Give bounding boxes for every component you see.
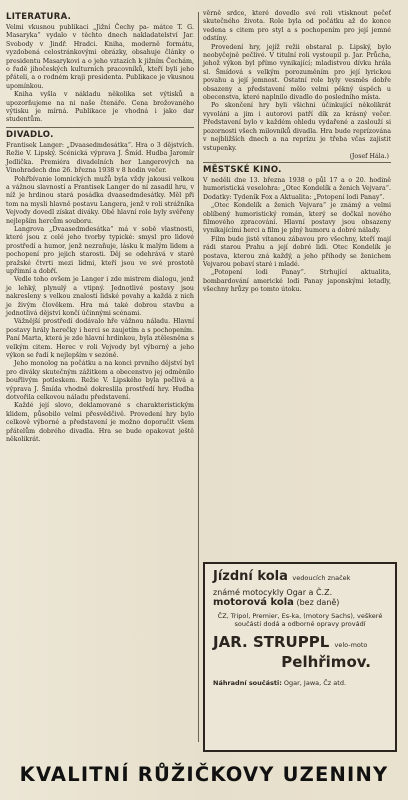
review-paragraph: věrně srdce, které dovedlo své roli vtisknout pečeť skutečného života. Role byla od počátku až do konce vedena s citem pro styl a s pochopením pro její jemné odstíny.	[203, 10, 391, 43]
review-paragraph: Provedení hry, jejíž režii obstaral p. Lipský, bylo neobyčejně pečlivé. V titulní roli vystoupil p. Jar. Průcha, jehož výkon byl přímo vynikající; mladistvou dívku hrála sl. Šmídová s velkým porozuměním pro její lyrickou povahu a její jemnost. Ostatní role byly vesměs dobře obsazeny a představení mělo velmi pěkný úspěch u obecenstva, které naplnilo divadlo do posledního místa.	[203, 43, 391, 102]
left-column	[6, 10, 194, 445]
section-rule	[203, 162, 391, 163]
ad-town: Pelhřimov.	[281, 653, 371, 671]
literatura-paragraph: Velmi vkusnou publikaci „Jižní Čechy pa- mátce T. G. Masaryka“ vydalo v těchto dnech nakladatelství Jar. Svobody v Jindř. Hradci. Kniha, moderně formátu, vyzdobená celostránkovými obrázky, obsahuje články o presidentu Masarykovi a o jeho vztazích k jižním Čechám, o řadě jihočeských kulturních pracovníků, kteří byli jeho přáteli, a o rodném kraji presidenta. Publikace je vkusnou upomínkou.	[6, 24, 194, 90]
ad-parts-label: Náhradní součásti:	[213, 679, 282, 687]
ad-parts	[213, 679, 387, 687]
review-signature: (Josef Hála.)	[349, 152, 389, 160]
ad-company	[213, 634, 387, 653]
ad-headline-main: Jízdní kola	[213, 569, 288, 584]
kino-paragraph: „Potopení lodi Panay“. Strhující aktualita, bombardování americké lodi Panay japonskými letadly, všechny hrůzy po tomto útoku.	[203, 269, 391, 294]
divadlo-paragraph: Langrova „Dvaasedmdesátka“ má v sobě vlastnosti, které jsou z celé jeho tvorby typické: smysl pro lidové prostředí a humor, jenž nezraňuje, lásku k malým lidem a pochopení pro jejich starosti. Děj se odehrává v staré pražské čtvrti mezi lidmi, kteří jsou ve své prostotě upřímní a dobří.	[6, 225, 194, 275]
ad-headline-sub: vedoucích značek	[292, 574, 351, 582]
column-divider	[198, 12, 199, 742]
ad-headline	[213, 570, 387, 585]
literatura-paragraph: Kniha vyšla v nákladu několika set výtisků a upozorňujeme na ni naše čtenáře. Cena brožovaného výtisku je mírná. Publikace je vhodná i jako dar studentům.	[6, 91, 194, 124]
divadlo-paragraph: Pohřbívanie lomnických mužů byla vždy jakousi velkou a vážnou slavností a Frantisek Langer do ní zasadil hru, v níž je hrdinou stará posádka dvaasedmdesátky. Měl při tom na mysli hlavně postavu Langera, jenž v roli strážníka Vejvody dovedl získat diváky. Obě hlavní role byly svěřeny nejlepším hercům souboru.	[6, 175, 194, 225]
kino-paragraph: Film bude jistě vítanou zábavou pro všechny, kteří mají rádi starou Prahu a její dobré lidi. Otec Kondelík je postava, kterou zná každý, a jeho příhody se ženichem Vejvarou pobaví staré i mladé.	[203, 235, 391, 268]
ad-motorcycles-main: motorová kola	[213, 597, 294, 608]
ad-motorcycles	[213, 588, 387, 608]
right-column	[203, 10, 391, 295]
bottom-banner: KVALITNÍ RŮŽIČKOVY UZENINY	[19, 763, 389, 786]
divadlo-paragraph: Jeho monolog na počátku a na konci prvního dějství byl pro diváky skutečným zážitkem a obecenstvo jej odměnilo bouřlivým potleskem. Režie V. Lipského byla pečlivá a výprava J. Šmída vhodně dokreslila prostředí hry. Hudba dotvořila celkovou náladu představení.	[6, 360, 194, 402]
ad-brands: ČZ, Tripol, Premier, Es-ka, (motory Sachs), veškeré součásti dodá a odborné opravy provádí	[217, 612, 383, 628]
divadlo-paragraph: Frantisek Langer: „Dvaasedmdesátka“. Hra o 3 dějstvích. Režie V. Lipský. Scénická výprava J. Šmíd. Hudba Jaromír Jedlička. Premiéra divadelních her Langerových na Vinohradech dne 26. března 1938 v 8 hodin večer.	[6, 141, 194, 175]
section-title-kino: MĚSTSKÉ KINO.	[203, 164, 282, 175]
bicycle-advertisement	[203, 562, 397, 752]
divadlo-paragraph: Vážnější prostředí dodávalo hře vážnou náladu. Hlavní postavy hrály herečky i herci se zaujetím a s pochopením. Paní Marta, která je zde hlavní hrdinkou, byla ztělesněna s velkým citem. Herec v roli Vejvody byl výborný a jeho výkon se řadí k nejlepším v sezóně.	[6, 318, 194, 360]
kino-paragraph: „Otec Kondelík a ženich Vejvara“ je známý a velmi oblíbený humoristický román, který se dočkal nového filmového zpracování. Hlavní postavy jsou obsazeny vynikajícími herci a film je plný humoru a dobré nálady.	[203, 202, 391, 235]
section-title-literatura: LITERATURA.	[6, 12, 72, 22]
ad-company-type: velo-moto	[334, 641, 368, 649]
divadlo-paragraph: Každé její slovo, deklamované s charakteristickým klidem, působilo velmi přesvědčivě. Provedení hry bylo celkově výborné a představení je možno doporučit všem přátelům dobrého divadla. Hra se bude opakovat ještě několikrát.	[6, 402, 194, 444]
ad-motorcycles-pre: známé motocykly Ogar a Č.Z.	[213, 588, 333, 597]
ad-motorcycles-note: (bez daně)	[296, 598, 340, 607]
kino-paragraph: V neděli dne 13. března 1938 o půl 17 a o 20. hodině humoristická veselohra: „Otec Kondelík a ženich Vejvara“. Dodatky: Tydeník Fox a Aktualita: „Potopení lodi Panay“.	[203, 176, 391, 201]
section-rule	[6, 127, 194, 128]
divadlo-paragraph: Vedle toho ovšem je Langer i zde mistrem dialogu, jenž je lehký, plynulý a vtipný. Jednotlivé postavy jsou nakresleny s velkou znalostí lidské povahy a každá z nich je živým člověkem. Hra má také dobrou stavbu a jednotlivá dějství končí účinnými scénami.	[6, 276, 194, 317]
section-title-divadlo: DIVADLO.	[6, 129, 54, 140]
ad-company-name: JAR. STRUPPL	[213, 633, 330, 651]
review-paragraph: Po skončení hry byli všichni účinkující několikrát vyvoláni a jim i autorovi patří dík za krásný večer. Představení bylo v každém ohledu vydařené a zaslouží si pozornosti všech milovníků divadla. Hra bude reprízována v nejbližších dnech a na reprízu je třeba včas zajistit vstupenky.	[203, 102, 391, 152]
ad-parts-value: Ogar, Jawa, Čz atd.	[283, 679, 347, 687]
